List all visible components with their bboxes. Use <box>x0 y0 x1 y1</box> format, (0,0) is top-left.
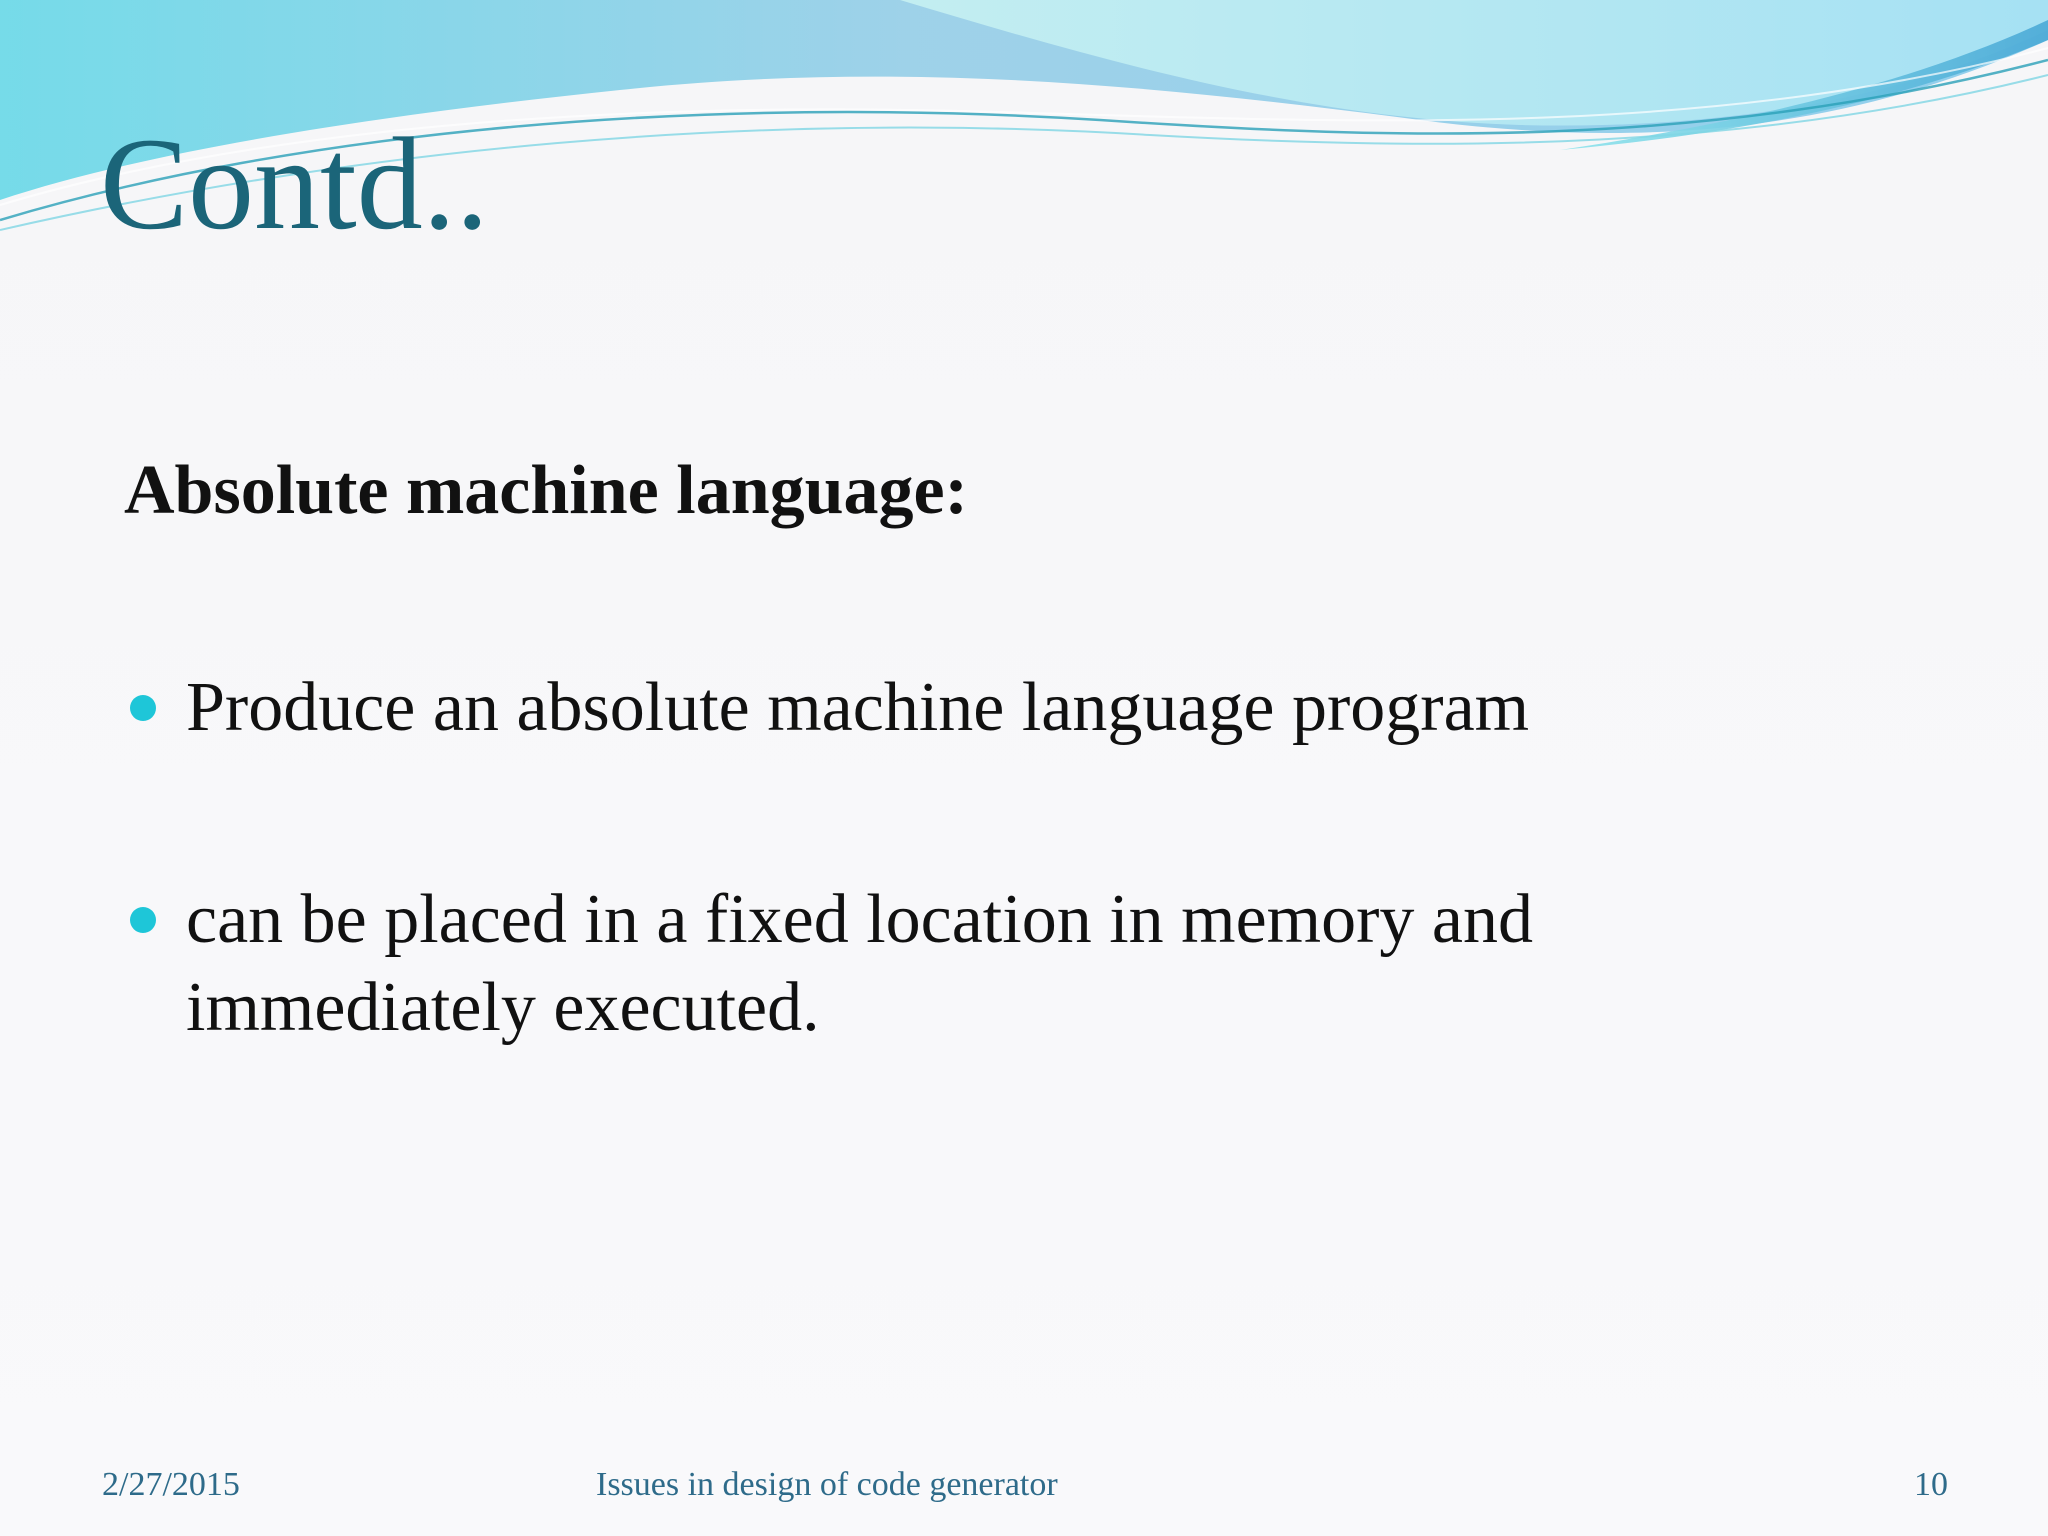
slide-title: Contd.. <box>100 110 489 257</box>
bullet-dot-icon <box>130 907 156 933</box>
bullet-text: Produce an absolute machine language program <box>186 669 1530 746</box>
bullet-item <box>124 664 1724 752</box>
bullet-dot-icon <box>130 695 156 721</box>
footer-date: 2/27/2015 <box>102 1466 240 1503</box>
section-heading: Absolute machine language: <box>124 452 968 529</box>
bullet-list <box>124 664 1724 1052</box>
bullet-item <box>124 876 1724 1052</box>
footer-page-number: 10 <box>1914 1466 1948 1503</box>
footer-title: Issues in design of code generator <box>596 1466 1058 1503</box>
bullet-text: can be placed in a fixed location in memory and immediately executed. <box>186 881 1533 1046</box>
